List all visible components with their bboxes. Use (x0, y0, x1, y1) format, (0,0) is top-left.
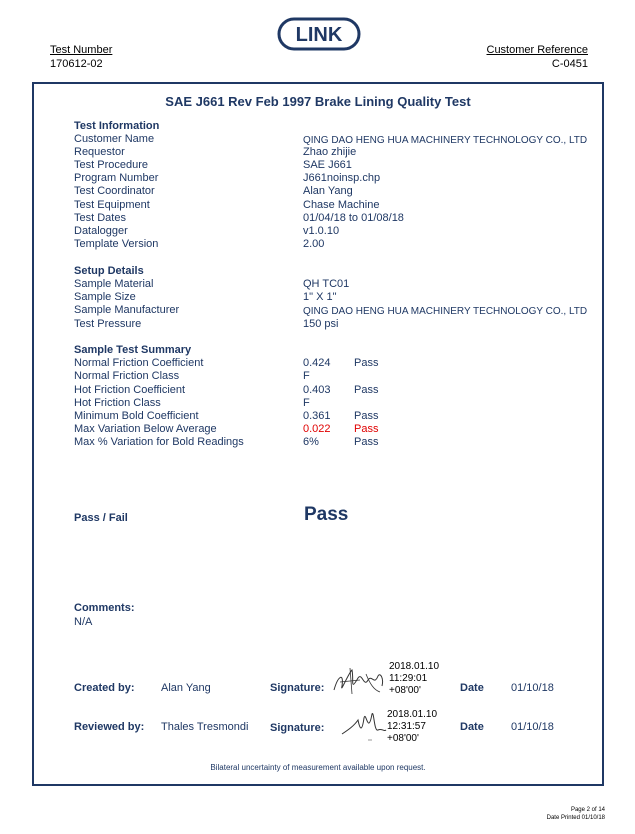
row-value: Zhao zhijie (303, 146, 357, 158)
reviewed-stamp (387, 709, 437, 745)
row-label: Template Version (74, 238, 159, 250)
row-label: Test Procedure (74, 159, 148, 171)
row-value: F (303, 397, 310, 409)
stamp-date: 2018.01.10 (387, 709, 438, 720)
row-label: Test Coordinator (74, 185, 155, 197)
pass-fail-value: Pass (304, 504, 349, 525)
row-value: 2.00 (303, 238, 325, 250)
row-label: Hot Friction Coefficient (74, 384, 186, 396)
row-label: Max % Variation for Bold Readings (74, 436, 244, 448)
comments-label: Comments: (74, 602, 135, 614)
row-value-highlight: 0.022 (303, 423, 331, 435)
row-value: 0.424 (303, 357, 331, 369)
row-label: Sample Material (74, 278, 154, 290)
row-value: 0.361 (303, 410, 331, 422)
row-label: Hot Friction Class (74, 397, 161, 409)
row-result: Pass (354, 357, 379, 369)
row-label: Minimum Bold Coefficient (74, 410, 199, 422)
reviewed-date: 01/10/18 (511, 721, 554, 733)
signature-image (338, 706, 388, 747)
row-label: Requestor (74, 146, 125, 158)
customer-reference-label: Customer Reference (486, 44, 588, 56)
date-printed: Date Printed 01/10/18 (546, 815, 605, 821)
row-value: QH TC01 (303, 278, 350, 290)
row-label: Customer Name (74, 133, 155, 145)
stamp-tz: +08'00' (387, 733, 419, 744)
page-footer (547, 806, 605, 822)
row-value: 6% (303, 436, 319, 448)
test-number-label: Test Number (50, 44, 113, 56)
row-value: SAE J661 (303, 159, 352, 171)
stamp-time: 12:31:57 (387, 721, 426, 732)
created-signature-label: Signature: (270, 682, 325, 694)
row-result-highlight: Pass (354, 423, 379, 435)
row-value: 01/04/18 to 01/08/18 (303, 212, 404, 224)
stamp-time: 11:29:01 (389, 673, 428, 684)
created-stamp (389, 661, 439, 697)
row-result: Pass (354, 384, 379, 396)
stamp-tz: +08'00' (389, 685, 421, 696)
row-value: 0.403 (303, 384, 331, 396)
created-date-label: Date (460, 682, 484, 694)
row-label: Sample Size (74, 291, 136, 303)
row-result: Pass (354, 436, 379, 448)
row-label: Test Dates (74, 212, 126, 224)
row-value: QING DAO HENG HUA MACHINERY TECHNOLOGY CO., LTD (303, 135, 588, 146)
row-label: Normal Friction Coefficient (74, 357, 204, 369)
reviewed-signature-label: Signature: (270, 722, 325, 734)
created-date: 01/10/18 (511, 682, 554, 694)
row-value: 1" X 1" (303, 291, 337, 303)
reviewed-by-label: Reviewed by: (74, 721, 145, 733)
summary-heading: Sample Test Summary (74, 344, 192, 356)
row-result: Pass (354, 410, 379, 422)
created-by-label: Created by: (74, 682, 135, 694)
row-value: QING DAO HENG HUA MACHINERY TECHNOLOGY CO., LTD (303, 306, 588, 317)
row-value: F (303, 370, 310, 382)
customer-reference: C-0451 (551, 58, 588, 70)
row-label: Normal Friction Class (74, 370, 180, 382)
row-label: Test Pressure (74, 318, 142, 330)
reviewed-by-name: Thales Tresmondi (161, 721, 249, 733)
row-label: Sample Manufacturer (74, 304, 180, 316)
uncertainty-note: Bilateral uncertainty of measurement available upon request. (210, 763, 426, 772)
row-label: Program Number (74, 172, 159, 184)
page-number: Page 2 of 14 (570, 807, 605, 813)
row-label: Datalogger (74, 225, 128, 237)
row-value: Alan Yang (303, 185, 353, 197)
setup-details-heading: Setup Details (74, 265, 144, 277)
test-number: 170612-02 (50, 58, 103, 70)
stamp-date: 2018.01.10 (389, 661, 440, 672)
row-value: 150 psi (303, 318, 339, 330)
reviewed-date-label: Date (460, 721, 484, 733)
report-title: SAE J661 Rev Feb 1997 Brake Lining Quality Test (165, 94, 471, 109)
row-label: Test Equipment (74, 199, 150, 211)
row-label: Max Variation Below Average (74, 423, 217, 435)
link-logo (277, 17, 361, 51)
row-value: J661noinsp.chp (303, 172, 381, 184)
comments-value: N/A (74, 616, 93, 628)
test-information-heading: Test Information (74, 120, 160, 132)
pass-fail-label: Pass / Fail (74, 512, 128, 524)
signature-image (330, 664, 388, 703)
row-value: v1.0.10 (303, 225, 340, 237)
logo-text: LINK (295, 24, 343, 46)
created-by-name: Alan Yang (161, 682, 211, 694)
row-value: Chase Machine (303, 199, 380, 211)
